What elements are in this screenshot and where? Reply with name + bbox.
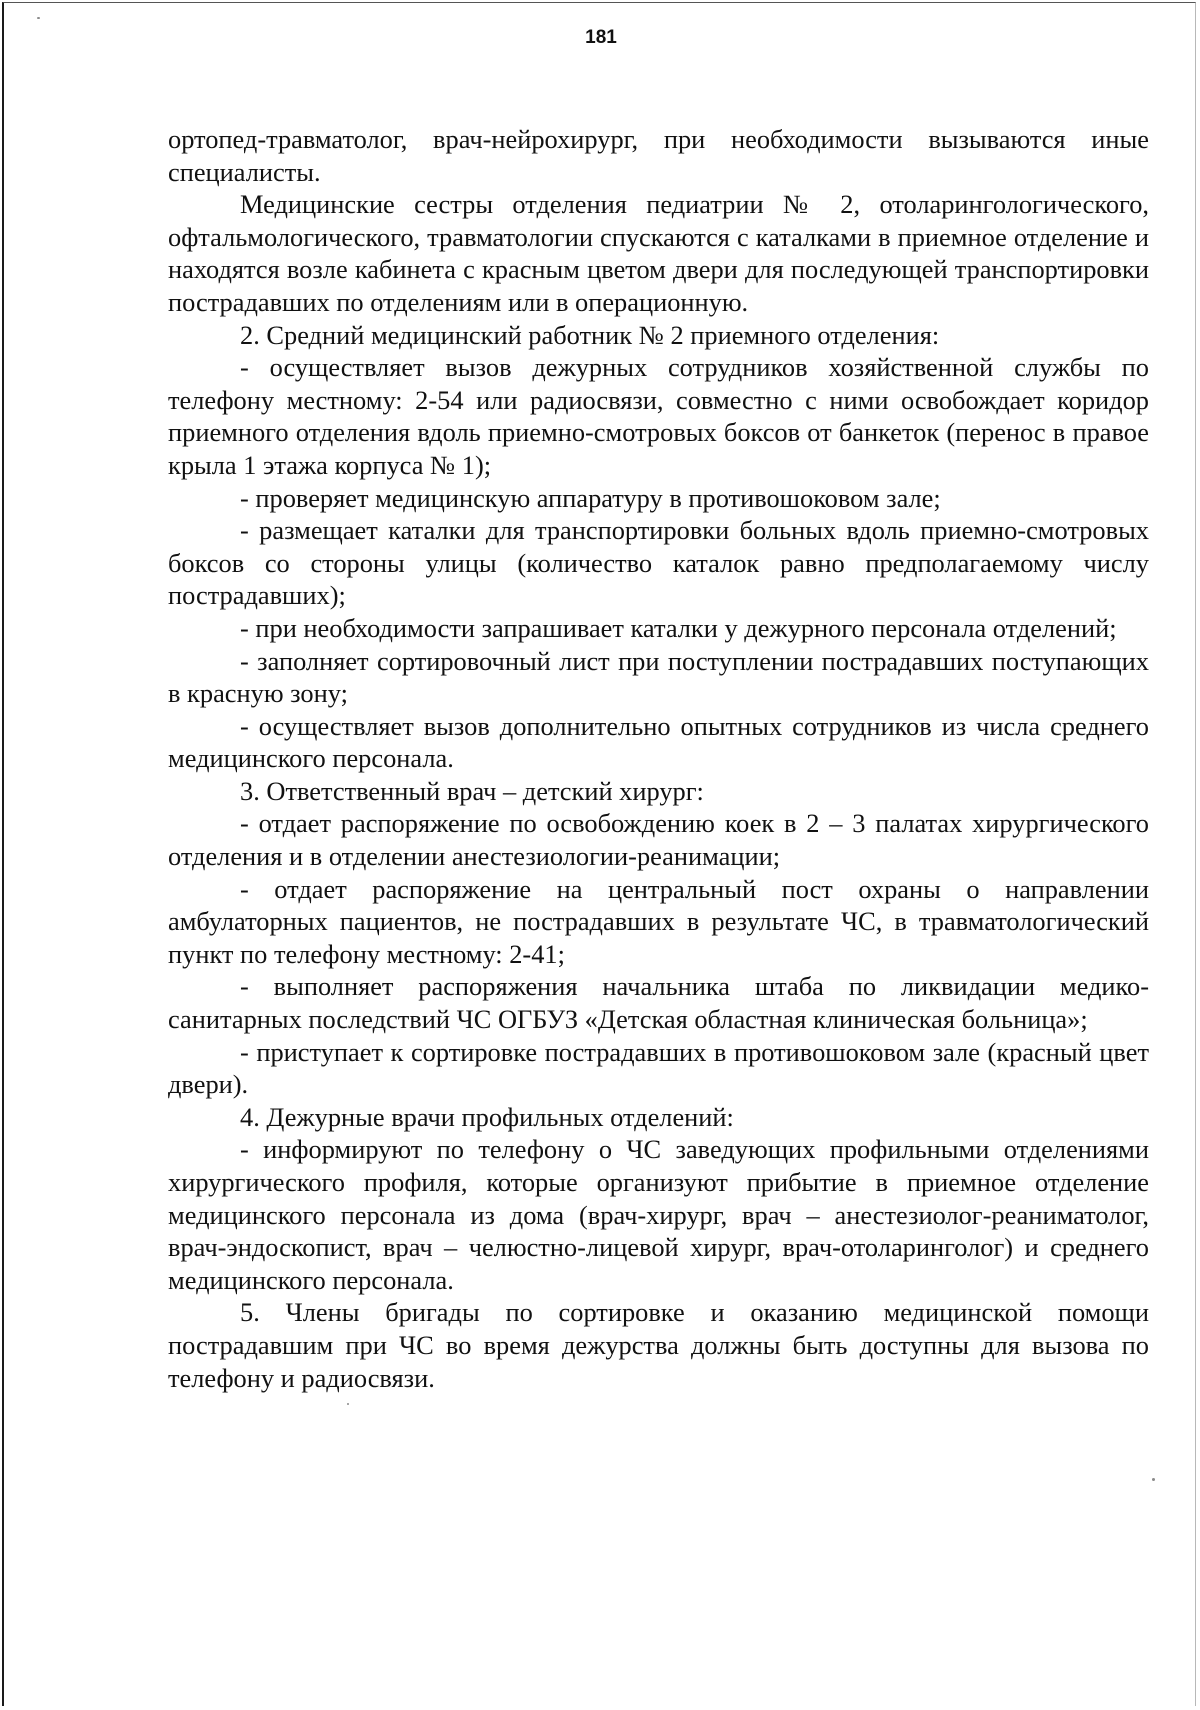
paragraph: - размещает каталки для транспортировки больных вдоль приемно-смотровых боксов со стороны улицы (количество каталок равно предполагаемому числу пострадавших);	[168, 515, 1149, 611]
paragraph: - отдает распоряжение по освобождению коек в 2 – 3 палатах хирургического отделения и в отделении анестезиологии-реанимации;	[168, 808, 1149, 872]
scan-speck	[37, 17, 40, 19]
paragraph: - при необходимости запрашивает каталки у дежурного персонала отделений;	[240, 612, 1117, 643]
paragraph: ортопед-травматолог, врач-нейрохирург, при необходимости вызываются иные специалисты.	[168, 124, 1149, 187]
page-number: 181	[585, 27, 617, 48]
paragraph: 5. Члены бригады по сортировке и оказанию медицинской помощи пострадавшим при ЧС во время дежурства должны быть доступны для вызова по телефону и радиосвязи.	[168, 1297, 1149, 1393]
paragraph: - осуществляет вызов дополнительно опытных сотрудников из числа среднего медицинского персонала.	[168, 710, 1149, 774]
paragraph: - заполняет сортировочный лист при поступлении пострадавших поступающих в красную зону;	[168, 645, 1149, 709]
scan-speck	[347, 1403, 349, 1405]
paragraph: 4. Дежурные врачи профильных отделений:	[240, 1101, 734, 1132]
document-body	[168, 123, 1149, 1394]
paragraph: 2. Средний медицинский работник № 2 приемного отделения:	[240, 319, 940, 350]
paragraph: - проверяет медицинскую аппаратуру в противошоковом зале;	[240, 482, 941, 513]
paragraph: - информируют по телефону о ЧС заведующих профильными отделениями хирургического профиля, которые организуют прибытие в приемное отделение медицинского персонала из дома (врач-хирург, врач – анестезиолог-реаниматолог, врач-эндоскопист, врач – челюстно-лицевой хирург, врач-отоларинголог) и среднего медицинского персонала.	[168, 1134, 1149, 1295]
paragraph: - выполняет распоряжения начальника штаба по ликвидации медико-санитарных последствий ЧС ОГБУЗ «Детская областная клиническая больница»;	[168, 971, 1149, 1035]
paragraph: 3. Ответственный врач – детский хирург:	[240, 775, 704, 806]
paragraph: - осуществляет вызов дежурных сотрудников хозяйственной службы по телефону местному: 2-54 или радиосвязи, совместно с ними освобождает коридор приемного отделения вдоль приемно-смотровых боксов от банкеток (перенос в правое крыла 1 этажа корпуса № 1);	[168, 352, 1149, 480]
paragraph: - приступает к сортировке пострадавших в противошоковом зале (красный цвет двери).	[168, 1036, 1149, 1100]
scan-speck	[1152, 1478, 1155, 1481]
paragraph: Медицинские сестры отделения педиатрии № 2, отоларингологического, офтальмологического, травматологии спускаются с каталками в приемное отделение и находятся возле кабинета с красным цветом двери для последующей транспортировки пострадавших по отделениям или в операционную.	[168, 189, 1149, 317]
document-page	[2, 2, 1196, 1706]
paragraph: - отдает распоряжение на центральный пост охраны о направлении амбулаторных пациентов, не пострадавших в результате ЧС, в травматологический пункт по телефону местному: 2-41;	[168, 873, 1149, 969]
